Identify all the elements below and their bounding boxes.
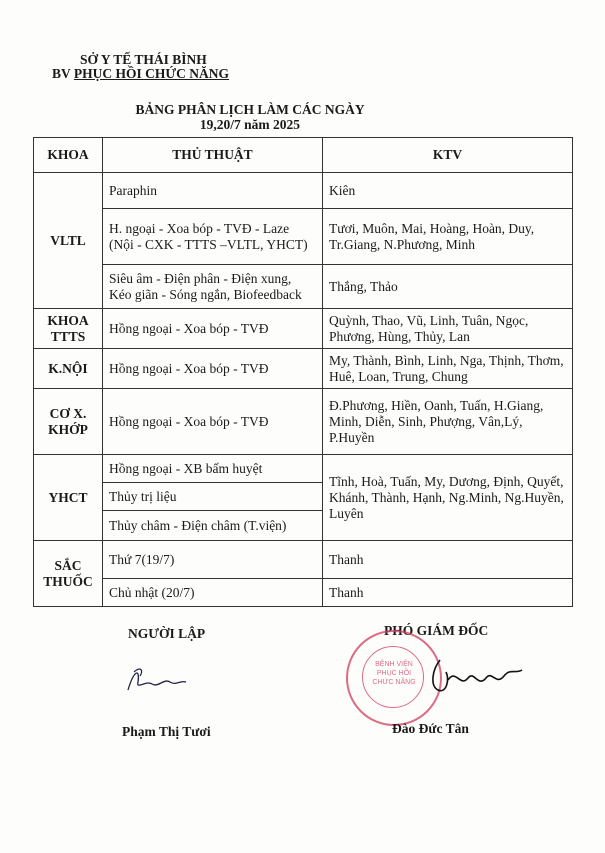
col-ktv: KTV (323, 138, 573, 173)
khoa-ttts: KHOA TTTS (34, 309, 103, 349)
document-date: 19,20/7 năm 2025 (199, 117, 301, 132)
approver-role: PHÓ GIÁM ĐỐC (384, 623, 489, 638)
thu-thuat-cell: Hồng ngoại - Xoa bóp - TVĐ (103, 349, 323, 389)
ktv-cell: Thắng, Thảo (323, 265, 573, 309)
table-row (34, 389, 573, 455)
thu-thuat-cell: Chủ nhật (20/7) (103, 579, 323, 607)
col-thu-thuat: THỦ THUẬT (103, 138, 323, 173)
table-row (34, 265, 573, 309)
org-name (52, 66, 229, 82)
thu-thuat-cell: Thủy châm - Điện châm (T.viện) (103, 511, 323, 541)
preparer-signature (120, 660, 190, 700)
table-row (34, 455, 573, 483)
khoa-cxk: CƠ X. KHỚP (34, 389, 103, 455)
ktv-cell: Tươi, Muôn, Mai, Hoàng, Hoàn, Duy, Tr.Giang, N.Phương, Minh (323, 209, 573, 265)
thu-thuat-cell: Hồng ngoại - XB bấm huyệt (103, 455, 323, 483)
ktv-cell: Tĩnh, Hoà, Tuấn, My, Dương, Định, Quyết, Khánh, Thành, Hạnh, Ng.Minh, Ng.Huyền, Luyên (323, 455, 573, 541)
khoa-sac-thuoc: SẮC THUỐC (34, 541, 103, 607)
ktv-cell: Quỳnh, Thao, Vũ, Linh, Tuân, Ngọc, Phương, Hùng, Thủy, Lan (323, 309, 573, 349)
stamp-text: BỆNH VIỆN PHỤC HỒI CHỨC NĂNG (372, 661, 416, 686)
ktv-cell: My, Thành, Bình, Linh, Nga, Thịnh, Thơm, Huê, Loan, Trung, Chung (323, 349, 573, 389)
table-row (34, 541, 573, 579)
thu-thuat-cell: Thủy trị liệu (103, 483, 323, 511)
approver-name: Đào Đức Tân (392, 721, 469, 736)
khoa-knoi: K.NỘI (34, 349, 103, 389)
thu-thuat-cell: Hồng ngoại - Xoa bóp - TVĐ (103, 389, 323, 455)
ktv-cell: Kiên (323, 173, 573, 209)
preparer-name: Phạm Thị Tươi (122, 724, 211, 739)
approver-signature (410, 650, 530, 700)
table-row (34, 209, 573, 265)
table-row (34, 579, 573, 607)
thu-thuat-cell: Siêu âm - Điện phân - Điện xung, Kéo giãn - Sóng ngắn, Biofeedback (103, 265, 323, 309)
col-khoa: KHOA (34, 138, 103, 173)
document-title: BẢNG PHÂN LỊCH LÀM CÁC NGÀY (135, 102, 365, 117)
khoa-vltl: VLTL (34, 173, 103, 309)
thu-thuat-cell: Paraphin (103, 173, 323, 209)
table-row (34, 309, 573, 349)
ktv-cell: Thanh (323, 579, 573, 607)
ktv-cell: Thanh (323, 541, 573, 579)
table-header-row (34, 138, 573, 173)
org-prefix: BV (52, 66, 74, 81)
thu-thuat-cell: Hồng ngoại - Xoa bóp - TVĐ (103, 309, 323, 349)
thu-thuat-cell: H. ngoại - Xoa bóp - TVĐ - Laze (Nội - CXK - TTTS –VLTL, YHCT) (103, 209, 323, 265)
thu-thuat-cell: Thứ 7(19/7) (103, 541, 323, 579)
table-row (34, 173, 573, 209)
preparer-role: NGƯỜI LẬP (128, 626, 206, 641)
khoa-yhct: YHCT (34, 455, 103, 541)
ktv-cell: Đ.Phương, Hiền, Oanh, Tuấn, H.Giang, Minh, Diễn, Sinh, Phượng, Vân,Lý, P.Huyền (323, 389, 573, 455)
table-row (34, 349, 573, 389)
org-parent: SỞ Y TẾ THÁI BÌNH (80, 52, 207, 67)
schedule-table (33, 137, 573, 607)
org-name-underlined: PHỤC HỒI CHỨC NĂNG (73, 66, 230, 81)
